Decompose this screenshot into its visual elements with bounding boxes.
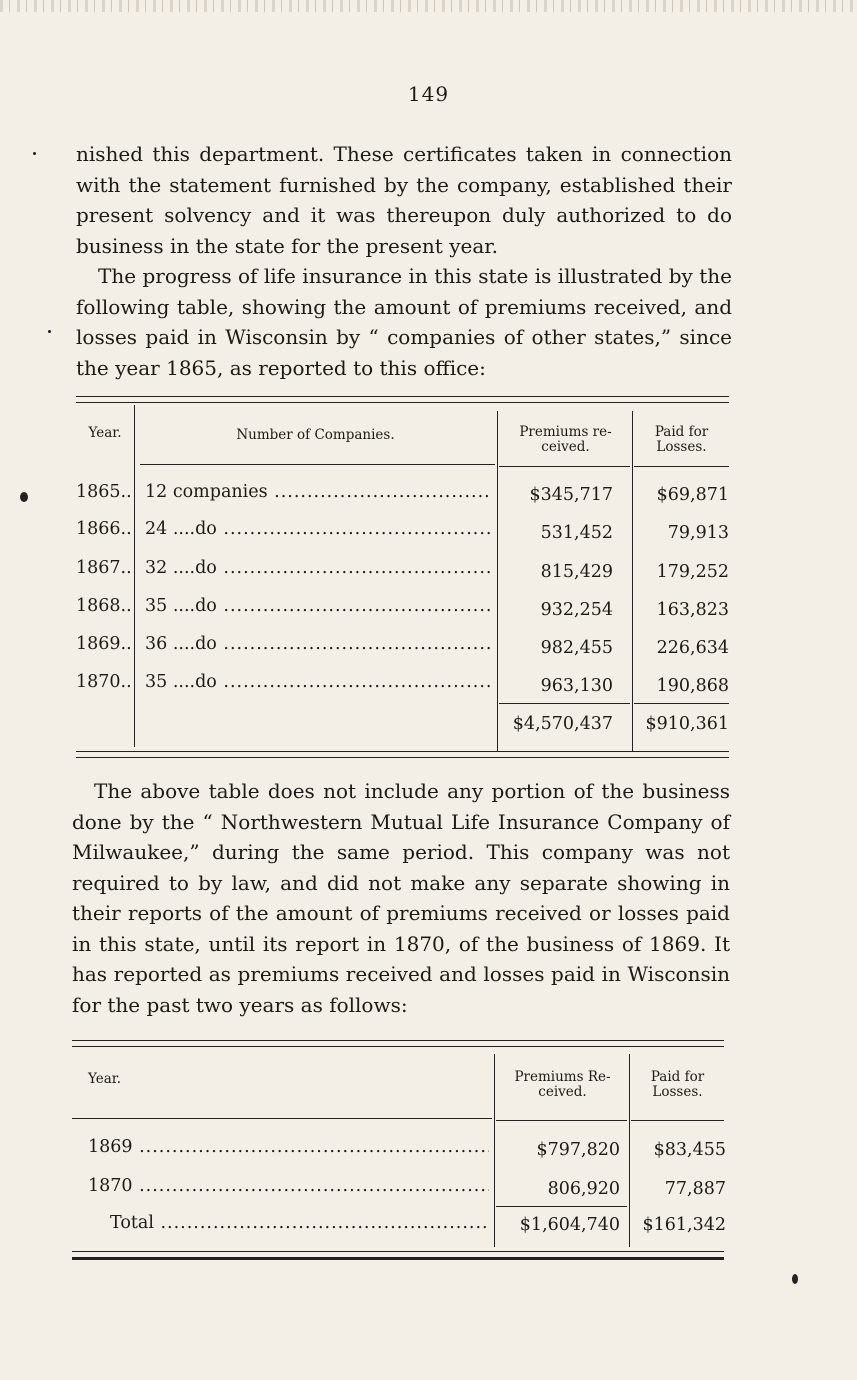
header-losses-line2: Losses. <box>656 439 707 455</box>
text-line: with the statement furnished by the company, established their <box>76 172 732 197</box>
header-premiums-line2: ceived. <box>538 1084 587 1100</box>
row-premiums: 531,452 <box>540 523 613 543</box>
total-rule <box>496 1206 627 1207</box>
row-year: 1865.. <box>76 482 132 502</box>
header-losses-line1: Paid for <box>654 424 709 440</box>
header-underline <box>634 466 729 467</box>
paragraph-1 <box>76 139 732 261</box>
total-premiums: $1,604,740 <box>519 1215 620 1235</box>
scan-speck <box>20 492 28 502</box>
text-line: business in the state for the present year. <box>76 233 498 258</box>
row-premiums: 932,254 <box>540 600 613 620</box>
table-top-rule <box>72 1040 724 1041</box>
header-premiums <box>499 425 632 455</box>
row-year-text: 1870 <box>88 1176 133 1196</box>
total-losses: $161,342 <box>642 1215 726 1235</box>
text-line: losses paid in Wisconsin by “ companies of other states,” since <box>76 325 732 349</box>
row-companies <box>145 633 492 655</box>
row-companies <box>145 671 492 693</box>
row-year: 1868.. <box>76 596 132 616</box>
column-divider <box>629 1054 630 1247</box>
text-line: present solvency and it was thereupon duly authorized to do <box>76 203 732 227</box>
row-premiums: $345,717 <box>529 485 613 505</box>
scan-edge-noise <box>0 0 857 12</box>
row-companies-text: 32 ....do <box>145 558 217 578</box>
row-year-text: 1869 <box>88 1137 133 1157</box>
row-companies-text: 12 companies <box>145 482 268 502</box>
row-losses: 163,823 <box>656 600 729 620</box>
scan-speck <box>792 1274 798 1284</box>
page-number: 149 <box>407 82 450 106</box>
text-line: their reports of the amount of premiums received or losses paid <box>72 901 730 925</box>
row-companies <box>145 595 492 617</box>
header-losses-line1: Paid for <box>650 1069 705 1085</box>
row-premiums: 963,130 <box>540 676 613 696</box>
row-premiums: $797,820 <box>536 1140 620 1160</box>
total-label <box>110 1212 489 1234</box>
table-bottom-rule <box>76 751 729 752</box>
header-losses-line2: Losses. <box>652 1084 703 1100</box>
text-line: has reported as premiums received and losses paid in Wisconsin <box>72 962 730 986</box>
text-line: required to by law, and did not make any separate showing in <box>72 870 730 895</box>
row-companies-text: 24 ....do <box>145 519 217 539</box>
text-line: following table, showing the amount of premiums received, and <box>76 294 732 319</box>
header-year: Year. <box>88 425 122 441</box>
row-year: 1867.. <box>76 558 132 578</box>
paragraph-2 <box>76 261 732 383</box>
header-premiums-line1: Premiums Re- <box>514 1069 611 1085</box>
row-companies <box>145 518 492 540</box>
header-underline <box>140 464 495 465</box>
row-year: 1869.. <box>76 634 132 654</box>
row-losses: 226,634 <box>656 638 729 658</box>
text-line: in this state, until its report in 1870, of the business of 1869. It <box>72 931 730 956</box>
table-bottom-rule <box>72 1251 724 1252</box>
row-year <box>88 1136 489 1158</box>
row-year: 1866.. <box>76 519 132 539</box>
text-line: The progress of life insurance in this state is illustrated by the <box>98 264 732 288</box>
row-losses: 179,252 <box>656 562 729 582</box>
text-line: Milwaukee,” during the same period. This company was not <box>72 840 730 864</box>
header-underline <box>72 1118 492 1119</box>
row-year <box>88 1175 489 1197</box>
total-rule <box>634 703 729 704</box>
column-divider <box>494 1054 495 1247</box>
row-premiums: 982,455 <box>540 638 613 658</box>
table-top-rule <box>76 396 729 397</box>
table-top-rule-2 <box>72 1046 724 1047</box>
paragraph-3 <box>72 776 730 1020</box>
row-losses: $69,871 <box>656 485 729 505</box>
text-line: for the past two years as follows: <box>72 992 408 1017</box>
text-line: done by the “ Northwestern Mutual Life Insurance Company of <box>72 809 730 834</box>
row-losses: 79,913 <box>667 523 729 543</box>
total-losses: $910,361 <box>645 714 729 734</box>
total-label-text: Total <box>110 1213 154 1233</box>
row-losses: 190,868 <box>656 676 729 696</box>
text-line: The above table does not include any portion of the business <box>94 779 730 803</box>
header-companies: Number of Companies. <box>236 427 395 443</box>
scan-speck <box>48 330 51 333</box>
row-companies <box>145 481 492 503</box>
header-losses <box>634 425 729 455</box>
header-underline <box>631 1120 724 1121</box>
header-underline <box>496 1120 627 1121</box>
header-year: Year. <box>88 1071 122 1087</box>
row-losses: 77,887 <box>664 1179 726 1199</box>
row-companies-text: 35 ....do <box>145 596 217 616</box>
header-underline <box>499 466 630 467</box>
total-rule <box>499 703 630 704</box>
column-divider <box>497 411 498 751</box>
table-bottom-rule-2 <box>72 1257 724 1260</box>
row-premiums: 815,429 <box>540 562 613 582</box>
row-companies <box>145 557 492 579</box>
header-losses <box>631 1070 724 1100</box>
table-top-rule-2 <box>76 402 729 403</box>
column-divider <box>134 405 135 747</box>
header-premiums-line1: Premiums re- <box>519 424 612 440</box>
header-premiums <box>496 1070 629 1100</box>
text-line: nished this department. These certificates taken in connection <box>76 142 732 166</box>
row-companies-text: 35 ....do <box>145 672 217 692</box>
header-premiums-line2: ceived. <box>541 439 590 455</box>
row-year: 1870.. <box>76 672 132 692</box>
row-losses: $83,455 <box>653 1140 726 1160</box>
row-companies-text: 36 ....do <box>145 634 217 654</box>
table-bottom-rule-2 <box>76 757 729 758</box>
column-divider <box>632 411 633 751</box>
total-premiums: $4,570,437 <box>512 714 613 734</box>
row-premiums: 806,920 <box>547 1179 620 1199</box>
text-line: the year 1865, as reported to this office: <box>76 355 486 380</box>
scan-speck <box>33 152 36 155</box>
